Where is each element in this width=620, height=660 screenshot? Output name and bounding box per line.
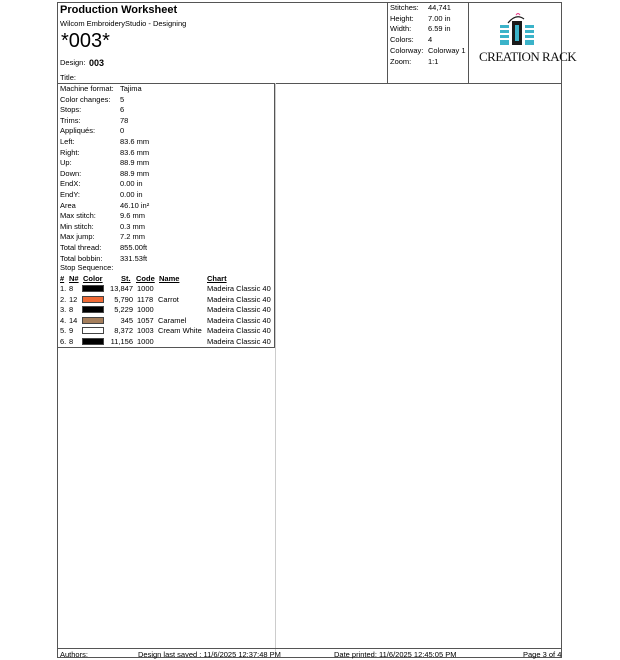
stop-stitches: 13,847 (110, 284, 133, 293)
stat-value: Colorway 1 (428, 46, 466, 55)
stop-code: 1000 (137, 337, 154, 346)
col-header-chart: Chart (207, 274, 227, 283)
stop-needle: 9 (69, 326, 74, 336)
spec-box (58, 83, 275, 348)
color-swatch (82, 327, 104, 334)
worksheet-sheet (57, 2, 577, 659)
stop-stitches: 8,372 (114, 326, 133, 336)
spec-label: Max stitch: (60, 211, 96, 221)
stop-row (58, 316, 273, 327)
design-value: 003 (89, 58, 105, 68)
stop-sequence-title: Stop Sequence: (60, 263, 114, 272)
authors-label: Authors: (60, 650, 88, 659)
left-column (58, 83, 276, 657)
logo-text: CREATION RACK (479, 49, 577, 64)
spec-value: 0.00 in (120, 179, 143, 189)
worksheet-footer (58, 648, 561, 659)
color-swatch (82, 296, 104, 303)
spec-row (60, 211, 270, 222)
stop-needle: 8 (69, 305, 74, 315)
stat-row (390, 3, 470, 14)
stop-stitches: 5,229 (114, 305, 133, 315)
stop-color-name: Cream White (158, 326, 202, 336)
spec-row (60, 222, 270, 233)
header-title-block (58, 3, 387, 83)
spec-value: 83.6 mm (120, 137, 150, 146)
title-label: Title: (60, 73, 76, 82)
stop-row (58, 305, 273, 316)
stop-row (58, 284, 273, 295)
spec-row (60, 190, 270, 201)
stop-code: 1000 (137, 305, 154, 315)
spec-value: 0.3 mm (120, 221, 146, 231)
spec-value: 9.6 mm (120, 211, 146, 221)
col-header-num: # (60, 274, 65, 283)
spec-row (60, 95, 270, 106)
stat-value: 7.00 in (428, 14, 451, 23)
stop-needle: 12 (69, 294, 78, 304)
stop-code: 1178 (137, 294, 154, 304)
thread-spools-icon (486, 13, 546, 49)
stop-row (58, 326, 273, 337)
spec-label: Area (60, 200, 76, 210)
spec-value: 0.00 in (120, 190, 143, 199)
spec-row (60, 232, 270, 243)
stat-label: Colors: (390, 35, 414, 44)
spec-value: 46.10 in² (120, 200, 150, 210)
stat-row (390, 24, 470, 35)
stat-label: Width: (390, 24, 412, 33)
col-header-code: Code (136, 274, 155, 283)
spec-label: Right: (60, 147, 80, 157)
stop-needle: 14 (69, 315, 78, 325)
stop-chart: Madeira Classic 40 (207, 315, 271, 325)
last-saved: Design last saved : 11/6/2025 12:37:48 PM (138, 650, 281, 659)
spec-value: 88.9 mm (120, 168, 150, 178)
app-subtitle: Wilcom EmbroideryStudio - Designing (60, 19, 187, 28)
stat-label: Zoom: (390, 57, 412, 66)
stop-chart: Madeira Classic 40 (207, 305, 271, 315)
stat-label: Colorway: (390, 46, 424, 55)
spec-label: Down: (60, 168, 82, 178)
stop-num: 5. (60, 326, 67, 336)
page-title: Production Worksheet (60, 4, 178, 16)
spec-label: Total bobbin: (60, 253, 103, 263)
spec-row (60, 243, 270, 254)
col-header-name: Name (159, 274, 180, 283)
spec-row (60, 116, 270, 127)
stop-stitches: 5,790 (114, 294, 133, 304)
stop-code: 1000 (137, 284, 154, 293)
stat-value: 1:1 (428, 57, 439, 66)
spec-value: 5 (120, 94, 125, 104)
spec-label: Total thread: (60, 243, 102, 252)
col-header-n: N# (69, 274, 79, 283)
stop-chart: Madeira Classic 40 (207, 294, 271, 304)
spec-value: 0 (120, 126, 125, 136)
spec-value: Tajima (120, 84, 142, 93)
stat-row (390, 35, 470, 46)
stop-color-name: Caramel (158, 315, 187, 325)
stop-row (58, 295, 273, 306)
worksheet-header (58, 3, 577, 84)
design-label: Design: (60, 58, 86, 67)
spec-row (60, 126, 270, 137)
spec-value: 331.53ft (120, 253, 148, 263)
spec-row (60, 201, 270, 212)
brand-logo (468, 3, 577, 83)
stop-stitches: 11,156 (110, 337, 133, 346)
stop-num: 1. (60, 284, 67, 293)
spec-value: 88.9 mm (120, 158, 150, 168)
color-swatch (82, 306, 104, 313)
spec-label: Appliqués: (60, 126, 96, 136)
stat-row (390, 46, 470, 57)
spec-row (60, 158, 270, 169)
spec-value: 78 (120, 115, 129, 125)
spec-label: Stops: (60, 105, 82, 115)
spec-row (60, 148, 270, 159)
spec-row (60, 179, 270, 190)
stop-num: 2. (60, 294, 67, 304)
stat-value: 44,741 (428, 3, 451, 12)
spec-label: Up: (60, 158, 72, 168)
header-stats (387, 3, 469, 83)
spec-label: Left: (60, 137, 75, 146)
stat-label: Stitches: (390, 3, 419, 12)
stop-stitches: 345 (120, 315, 133, 325)
spec-value: 83.6 mm (120, 147, 150, 157)
stop-row (58, 337, 273, 348)
stop-needle: 8 (69, 284, 74, 293)
stop-num: 6. (60, 337, 67, 346)
stat-value: 4 (428, 35, 433, 44)
spec-label: Max jump: (60, 232, 95, 242)
stat-row (390, 57, 470, 68)
stat-value: 6.59 in (428, 24, 451, 33)
spec-row (60, 169, 270, 180)
stop-chart: Madeira Classic 40 (207, 326, 271, 336)
spec-row (60, 137, 270, 148)
stop-code: 1003 (137, 326, 154, 336)
spec-value: 855.00ft (120, 243, 148, 252)
spec-label: EndY: (60, 190, 81, 199)
page-number: Page 3 of 4 (523, 650, 562, 659)
col-header-color: Color (83, 274, 103, 283)
color-swatch (82, 317, 104, 324)
design-barcode-text: *003* (61, 30, 110, 52)
stop-num: 3. (60, 305, 67, 315)
spec-value: 6 (120, 105, 125, 115)
stop-color-name: Carrot (158, 294, 179, 304)
spec-row (60, 105, 270, 116)
color-swatch (82, 338, 104, 345)
date-printed: Date printed: 11/6/2025 12:45:05 PM (334, 650, 457, 659)
col-header-st: St. (121, 274, 131, 283)
spec-label: Color changes: (60, 94, 111, 104)
spec-label: Trims: (60, 115, 81, 125)
spec-value: 7.2 mm (120, 232, 146, 242)
stop-chart: Madeira Classic 40 (207, 337, 271, 346)
stop-num: 4. (60, 315, 67, 325)
stat-label: Height: (390, 14, 414, 23)
stop-needle: 8 (69, 337, 74, 346)
stop-code: 1057 (137, 315, 154, 325)
color-swatch (82, 285, 104, 292)
spec-label: Min stitch: (60, 221, 94, 231)
stop-chart: Madeira Classic 40 (207, 284, 271, 293)
spec-label: EndX: (60, 179, 81, 189)
spec-label: Machine format: (60, 84, 114, 93)
spec-row (60, 84, 270, 95)
